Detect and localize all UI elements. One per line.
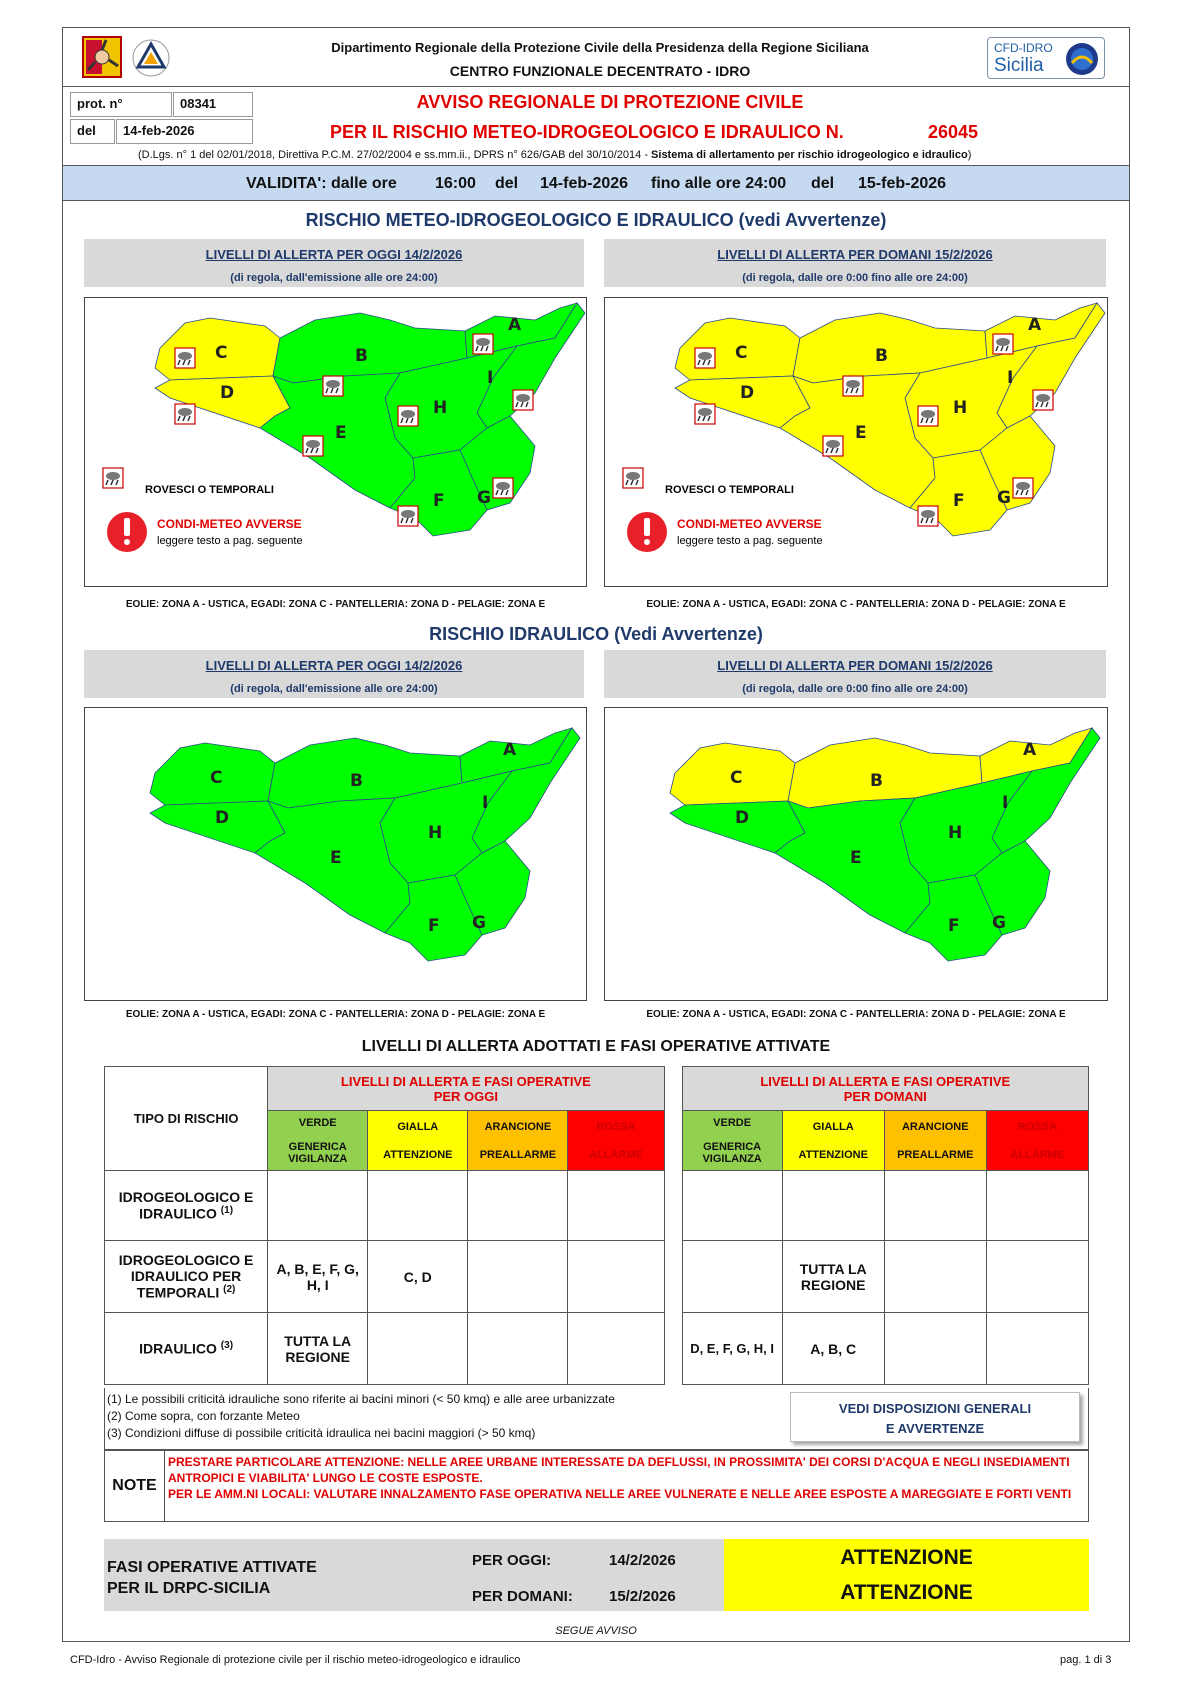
sicily-region-logo — [82, 36, 122, 78]
meteo-tomorrow-title: LIVELLI DI ALLERTA PER DOMANI 15/2/2026 — [717, 247, 993, 262]
segue-avviso: SEGUE AVVISO — [555, 1625, 637, 1637]
cfd-globe-icon — [1064, 41, 1100, 77]
storm-icon — [175, 404, 195, 424]
map-idro-today — [84, 707, 587, 1001]
department-name: Dipartimento Regionale della Protezione Civile della Presidenza della Regione Siciliana — [331, 40, 869, 55]
idro-tomorrow-title: LIVELLI DI ALLERTA PER DOMANI 15/2/2026 — [717, 658, 993, 673]
note-label: NOTE — [105, 1451, 165, 1521]
storm-icon — [918, 506, 938, 526]
row3-sup: (3) — [220, 1340, 234, 1352]
tomorrow-levels-header-line1: LIVELLI DI ALLERTA E FASI OPERATIVE — [760, 1073, 1011, 1089]
tomorrow-gialla-header — [782, 1111, 884, 1171]
r1-today-arancione — [468, 1171, 568, 1241]
storm-icon — [473, 334, 493, 354]
r3-tom-arancione — [884, 1313, 986, 1385]
r1-tom-gialla — [782, 1171, 884, 1241]
zone-label-a: A — [508, 315, 522, 335]
legend-storms-text: ROVESCI O TEMPORALI — [665, 484, 794, 496]
validity-to-date: 15-feb-2026 — [858, 175, 947, 192]
storm-icon — [303, 436, 323, 456]
law-references — [138, 149, 1098, 161]
today-verde-header — [268, 1111, 368, 1171]
meteo-tomorrow-header — [604, 239, 1106, 287]
zone-label-b: B — [875, 346, 888, 366]
zone-label-f: F — [953, 491, 965, 511]
zones-caption-2: EOLIE: ZONA A - USTICA, EGADI: ZONA C - PANTELLERIA: ZONA D - PELAGIE: ZONA E — [646, 599, 1066, 610]
note-text-1: PRESTARE PARTICOLARE ATTENZIONE: NELLE AREE URBANE INTERESSATE DA DEFLUSSI, IN PROSSIMITA' DEI CORSI D'ACQUA E NEGLI INSEDIAMENTI ANTROPICI E VIABILITA' LUNGO LE COSTE ESPOSTE. — [168, 1455, 1070, 1485]
today-arancione-header — [468, 1111, 568, 1171]
cfd-logo-bottom-text: Sicilia — [994, 55, 1044, 76]
storm-icon — [1033, 390, 1053, 410]
idro-tomorrow-header — [604, 650, 1106, 698]
fasi-oggi-date: 14/2/2026 — [609, 1552, 676, 1569]
footnote-1: (1) Le possibili criticità idrauliche sono riferite ai bacini minori (< 50 kmq) e alle aree urbanizzate — [107, 1392, 615, 1406]
note-text-2: PER LE AMM.NI LOCALI: VALUTARE INNALZAMENTO FASE OPERATIVA NELLE AREE VULNERATE E NELLE AREE ESPOSTE A MAREGGIATE E FORTI VENTI — [168, 1487, 1072, 1501]
centro-funzionale: CENTRO FUNZIONALE DECENTRATO - IDRO — [449, 63, 751, 79]
tipo-rischio-header: TIPO DI RISCHIO — [105, 1067, 268, 1171]
map-meteo-tomorrow — [604, 297, 1108, 587]
tomorrow-arancione-phase: PREALLARME — [897, 1148, 974, 1161]
tomorrow-verde-phase: GENERICA VIGILANZA — [702, 1140, 762, 1165]
zone-label-d: D — [740, 383, 755, 403]
r2-today-arancione — [468, 1241, 568, 1313]
legend-adverse-text: CONDI-METEO AVVERSE — [157, 517, 302, 531]
r3-today-gialla — [368, 1313, 468, 1385]
today-gialla-header — [368, 1111, 468, 1171]
r1-today-rossa — [568, 1171, 664, 1241]
tomorrow-gialla-phase: ATTENZIONE — [798, 1148, 868, 1161]
tomorrow-levels-header-line2: PER DOMANI — [843, 1088, 927, 1104]
today-levels-header — [268, 1067, 664, 1111]
zone-label-d: D — [215, 808, 230, 828]
cfd-logo-top-text: CFD-IDRO — [994, 41, 1053, 55]
storm-icon — [398, 406, 418, 426]
alert-levels-table — [104, 1066, 1089, 1385]
row3-label-text: IDRAULICO — [139, 1340, 217, 1357]
r2-today-gialla: C, D — [368, 1241, 468, 1313]
idro-today-title: LIVELLI DI ALLERTA PER OGGI 14/2/2026 — [205, 658, 463, 673]
zone-label-b: B — [350, 771, 363, 791]
zone-label-e: E — [855, 423, 867, 443]
fasi-label-2: PER IL DRPC-SICILIA — [107, 1580, 271, 1597]
zone-label-c: C — [730, 768, 743, 788]
law-text: (D.Lgs. n° 1 del 02/01/2018, Direttiva P.C.M. 27/02/2004 e ss.mm.ii., DPRS n° 626/GAB del 30/10/2014 - — [138, 149, 652, 161]
r2-today-rossa — [568, 1241, 664, 1313]
vedi-line2: E AVVERTENZE — [885, 1421, 985, 1436]
zones-caption-3: EOLIE: ZONA A - USTICA, EGADI: ZONA C - PANTELLERIA: ZONA D - PELAGIE: ZONA E — [125, 1009, 546, 1020]
zone-label-d: D — [220, 383, 235, 403]
zone-label-a: A — [1023, 740, 1037, 760]
today-arancione-phase: PREALLARME — [479, 1148, 557, 1161]
zone-label-c: C — [215, 343, 228, 363]
zone-label-h: H — [433, 398, 448, 418]
warning-icon — [107, 512, 147, 552]
zone-label-e: E — [330, 848, 342, 868]
storm-icon — [695, 348, 715, 368]
meteo-today-header — [84, 239, 584, 287]
zone-label-b: B — [355, 346, 368, 366]
map-idro-tomorrow — [604, 707, 1108, 1001]
fasi-domani-label: PER DOMANI: — [472, 1588, 573, 1605]
tomorrow-rossa-header — [986, 1111, 1088, 1171]
meteo-tomorrow-subtitle: (di regola, dalle ore 0:00 fino alle ore 24:00) — [742, 272, 968, 284]
r2-tom-rossa — [986, 1241, 1088, 1313]
legend-adverse-note: leggere testo a pag. seguente — [677, 535, 823, 547]
r1-tom-verde — [682, 1171, 782, 1241]
fasi-operative-box — [104, 1539, 1089, 1611]
today-levels-header-line1: LIVELLI DI ALLERTA E FASI OPERATIVE — [340, 1073, 591, 1089]
tomorrow-verde-header — [682, 1111, 782, 1171]
today-arancione-label: ARANCIONE — [484, 1120, 552, 1133]
validity-from-time: 16:00 — [435, 175, 476, 192]
zone-label-g: G — [477, 488, 491, 508]
fasi-phase-box — [724, 1539, 1089, 1611]
zone-label-g: G — [997, 488, 1011, 508]
r3-today-rossa — [568, 1313, 664, 1385]
table-spacer — [664, 1067, 682, 1385]
row1-sup: (1) — [220, 1205, 234, 1217]
zone-label-g: G — [472, 913, 486, 933]
note-box — [104, 1450, 1089, 1522]
law-close: ) — [967, 149, 972, 161]
validity-label: VALIDITA': dalle ore — [246, 175, 397, 192]
law-bold-text: Sistema di allertamento per rischio idrogeologico e idraulico — [651, 149, 968, 161]
meteo-today-subtitle: (di regola, dall'emissione alle ore 24:00) — [230, 272, 438, 284]
today-gialla-phase: ATTENZIONE — [383, 1148, 453, 1161]
row-idrogeologico-label — [105, 1171, 268, 1241]
vedi-disposizioni-button[interactable] — [790, 1392, 1080, 1442]
zone-label-i: I — [482, 793, 489, 813]
validity-del1: del — [495, 175, 519, 192]
zone-label-i: I — [487, 368, 494, 388]
zones-caption-1: EOLIE: ZONA A - USTICA, EGADI: ZONA C - PANTELLERIA: ZONA D - PELAGIE: ZONA E — [125, 599, 546, 610]
warning-icon — [627, 512, 667, 552]
today-rossa-phase: ALLARME — [589, 1148, 643, 1161]
zone-label-h: H — [948, 823, 963, 843]
del-label: del — [70, 119, 115, 144]
row-idraulico-label — [105, 1313, 268, 1385]
zones-caption-4: EOLIE: ZONA A - USTICA, EGADI: ZONA C - PANTELLERIA: ZONA D - PELAGIE: ZONA E — [646, 1009, 1066, 1020]
validity-band — [63, 165, 1129, 201]
idro-today-subtitle: (di regola, dall'emissione alle ore 24:00) — [230, 683, 438, 695]
section-meteo-title — [62, 210, 1130, 231]
notice-number: 26045 — [928, 122, 979, 142]
r1-tom-rossa — [986, 1171, 1088, 1241]
footnote-3: (3) Condizioni diffuse di possibile criticità idraulica nei bacini maggiori (> 50 kmq) — [107, 1426, 536, 1440]
prot-number: 08341 — [173, 92, 253, 117]
today-verde-label: VERDE — [298, 1116, 337, 1129]
meteo-today-title: LIVELLI DI ALLERTA PER OGGI 14/2/2026 — [205, 247, 463, 262]
validity-to-label: fino alle ore 24:00 — [651, 175, 787, 192]
cfd-idro-logo — [987, 37, 1105, 79]
storm-icon — [513, 390, 533, 410]
row2-sup: (2) — [223, 1284, 236, 1296]
tomorrow-gialla-label: GIALLA — [812, 1120, 854, 1133]
zone-label-d: D — [735, 808, 750, 828]
zone-label-h: H — [428, 823, 443, 843]
footer-left: CFD-Idro - Avviso Regionale di protezione civile per il rischio meteo-idrogeologico e idraulico — [70, 1654, 521, 1666]
tomorrow-arancione-header — [884, 1111, 986, 1171]
storm-icon — [623, 468, 643, 488]
zone-label-c: C — [210, 768, 223, 788]
row1-label-text: IDROGEOLOGICO E IDRAULICO — [118, 1189, 254, 1222]
storm-icon — [1013, 478, 1033, 498]
section-idraulico-title-text: RISCHIO IDRAULICO — [429, 624, 610, 644]
prot-label: prot. n° — [70, 92, 172, 117]
zone-label-f: F — [433, 491, 445, 511]
r2-tom-gialla: TUTTA LA REGIONE — [782, 1241, 884, 1313]
r3-today-arancione — [468, 1313, 568, 1385]
r3-tom-verde: D, E, F, G, H, I — [682, 1313, 782, 1385]
note-text — [168, 1454, 1086, 1502]
r3-today-verde: TUTTA LA REGIONE — [268, 1313, 368, 1385]
today-gialla-label: GIALLA — [397, 1120, 439, 1133]
map-meteo-today — [84, 297, 587, 587]
today-levels-header-line2: PER OGGI — [433, 1088, 498, 1104]
r2-today-verde: A, B, E, F, G, H, I — [268, 1241, 368, 1313]
footer-page-number: pag. 1 di 3 — [1060, 1654, 1112, 1666]
r1-today-gialla — [368, 1171, 468, 1241]
fasi-oggi-phase: ATTENZIONE — [840, 1546, 973, 1569]
section-meteo-subtitle: (vedi Avvertenze) — [738, 210, 887, 230]
row2-label-text: IDROGEOLOGICO E IDRAULICO PER TEMPORALI — [118, 1252, 254, 1301]
tomorrow-levels-header — [682, 1067, 1088, 1111]
tomorrow-verde-label: VERDE — [713, 1116, 752, 1129]
zone-label-a: A — [503, 740, 517, 760]
storm-icon — [843, 376, 863, 396]
today-verde-phase: GENERICA VIGILANZA — [288, 1140, 348, 1165]
storm-icon — [695, 404, 715, 424]
del-date: 14-feb-2026 — [116, 119, 253, 144]
zone-label-e: E — [850, 848, 862, 868]
zone-label-f: F — [948, 916, 960, 936]
today-rossa-header — [568, 1111, 664, 1171]
storm-icon — [323, 376, 343, 396]
section-idraulico-title — [62, 624, 1130, 645]
zone-label-i: I — [1007, 368, 1014, 388]
zone-label-g: G — [992, 913, 1006, 933]
section-idraulico-subtitle: (Vedi Avvertenze) — [614, 624, 763, 644]
zone-label-b: B — [870, 771, 883, 791]
r2-tom-verde — [682, 1241, 782, 1313]
r1-today-verde — [268, 1171, 368, 1241]
row-temporali-label — [105, 1241, 268, 1313]
storm-icon — [175, 348, 195, 368]
r3-tom-gialla: A, B, C — [782, 1313, 884, 1385]
fasi-label-1: FASI OPERATIVE ATTIVATE — [107, 1559, 317, 1576]
zone-label-i: I — [1002, 793, 1009, 813]
r1-tom-arancione — [884, 1171, 986, 1241]
legend-storms-text: ROVESCI O TEMPORALI — [145, 484, 274, 496]
alert-table-title: LIVELLI DI ALLERTA ADOTTATI E FASI OPERATIVE ATTIVATE — [361, 1038, 831, 1055]
r3-tom-rossa — [986, 1313, 1088, 1385]
notice-title-line1: AVVISO REGIONALE DI PROTEZIONE CIVILE — [416, 92, 804, 112]
idro-today-header — [84, 650, 584, 698]
zone-label-h: H — [953, 398, 968, 418]
storm-icon — [823, 436, 843, 456]
footnote-2: (2) Come sopra, con forzante Meteo — [107, 1409, 300, 1423]
fasi-oggi-label: PER OGGI: — [472, 1552, 552, 1569]
storm-icon — [993, 334, 1013, 354]
tomorrow-rossa-label: ROSSA — [1017, 1120, 1057, 1133]
storm-icon — [493, 478, 513, 498]
zone-label-e: E — [335, 423, 347, 443]
storm-icon — [918, 406, 938, 426]
notice-title-line2: PER IL RISCHIO METEO-IDROGEOLOGICO E IDRAULICO N. — [330, 122, 844, 142]
legend-adverse-text: CONDI-METEO AVVERSE — [677, 517, 822, 531]
fasi-domani-phase: ATTENZIONE — [840, 1581, 973, 1604]
vedi-line1: VEDI DISPOSIZIONI GENERALI — [838, 1401, 1032, 1416]
storm-icon — [103, 468, 123, 488]
tomorrow-rossa-phase: ALLARME — [1010, 1148, 1065, 1161]
tomorrow-arancione-label: ARANCIONE — [901, 1120, 969, 1133]
protezione-civile-logo — [131, 38, 171, 78]
footnotes-box — [104, 1388, 1089, 1450]
validity-del2: del — [811, 175, 835, 192]
zone-label-c: C — [735, 343, 748, 363]
legend-adverse-note: leggere testo a pag. seguente — [157, 535, 303, 547]
fasi-domani-date: 15/2/2026 — [609, 1588, 676, 1605]
zone-label-a: A — [1028, 315, 1042, 335]
zone-label-f: F — [428, 916, 440, 936]
idro-tomorrow-subtitle: (di regola, dalle ore 0:00 fino alle ore 24:00) — [742, 683, 968, 695]
today-rossa-label: ROSSA — [596, 1120, 636, 1133]
validity-from-date: 14-feb-2026 — [540, 175, 629, 192]
storm-icon — [398, 506, 418, 526]
r2-tom-arancione — [884, 1241, 986, 1313]
section-meteo-title-text: RISCHIO METEO-IDROGEOLOGICO E IDRAULICO — [305, 210, 734, 230]
